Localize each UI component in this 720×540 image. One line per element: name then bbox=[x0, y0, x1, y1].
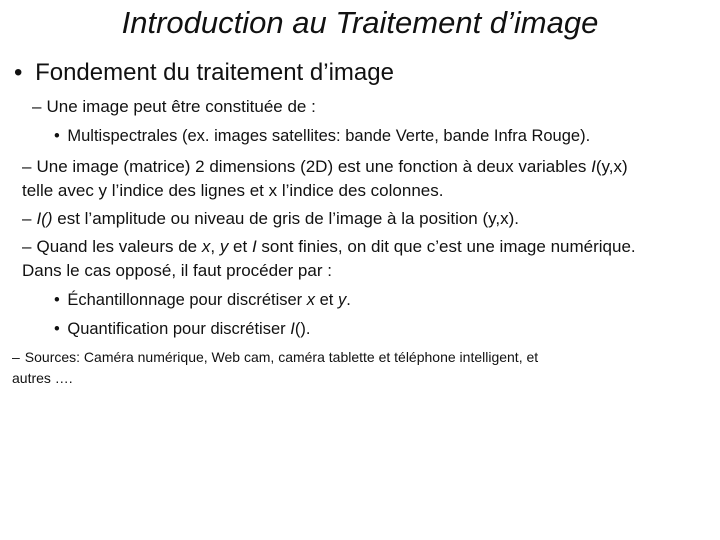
item-2-line2: telle avec y l’indice des lignes et x l’indice des colonnes. bbox=[22, 181, 444, 200]
item-4b-text: Quantification pour discrétiser bbox=[67, 320, 291, 338]
item-4a-dot: . bbox=[346, 291, 351, 309]
bullet-icon: • bbox=[54, 127, 60, 145]
variable-y: y bbox=[337, 291, 347, 309]
item-4a-text: Échantillonnage pour discrétiser bbox=[67, 291, 307, 309]
item-4-et: et bbox=[228, 237, 252, 256]
item-4-line2: Dans le cas opposé, il faut procéder par : bbox=[22, 261, 332, 280]
dash-icon: – bbox=[32, 97, 42, 116]
item-4a-et: et bbox=[315, 291, 338, 309]
item-4b bbox=[54, 317, 310, 341]
item-4b-text-end: (). bbox=[294, 320, 311, 338]
item-4-line1 bbox=[22, 235, 636, 259]
bullet-icon: • bbox=[54, 320, 60, 338]
variable-I: I bbox=[290, 320, 295, 338]
bullet-icon: • bbox=[14, 59, 23, 86]
item-3-text: est l’amplitude ou niveau de gris de l’image à la position (y,x). bbox=[52, 209, 519, 228]
dash-icon: – bbox=[22, 237, 32, 256]
item-4-text: Quand les valeurs de bbox=[36, 237, 202, 256]
item-2-line1 bbox=[22, 155, 628, 179]
item-2-text: Une image (matrice) 2 dimensions (2D) est une fonction à deux variables bbox=[36, 157, 592, 176]
bullet-icon: • bbox=[54, 291, 60, 309]
item-1a bbox=[54, 124, 590, 148]
item-3 bbox=[22, 207, 519, 231]
dash-icon: – bbox=[22, 157, 32, 176]
item-4a bbox=[54, 288, 351, 312]
dash-icon: – bbox=[12, 349, 20, 365]
variable-I: I bbox=[251, 237, 257, 256]
dash-icon: – bbox=[22, 209, 32, 228]
level1-heading bbox=[14, 58, 394, 88]
item-1 bbox=[32, 95, 316, 119]
variable-x: x bbox=[306, 291, 316, 309]
item-5-line1 bbox=[12, 347, 538, 367]
item-4-text-end: sont finies, on dit que c’est une image numérique. bbox=[256, 237, 636, 256]
slide-title: Introduction au Traitement d’image bbox=[121, 5, 599, 40]
level1-text: Fondement du traitement d’image bbox=[35, 59, 394, 86]
variable-I: I bbox=[591, 157, 596, 176]
variable-y: y bbox=[219, 237, 229, 256]
variable-I-func: I() bbox=[36, 209, 53, 228]
variable-x: x bbox=[201, 237, 211, 256]
item-5-line2: autres …. bbox=[12, 370, 73, 386]
item-1-text: Une image peut être constituée de : bbox=[46, 97, 316, 116]
item-2-text-end: (y,x) bbox=[595, 157, 628, 176]
item-4-comma: , bbox=[210, 237, 220, 256]
item-5-text: Sources: Caméra numérique, Web cam, caméra tablette et téléphone intelligent, et bbox=[24, 349, 539, 365]
item-1a-text: Multispectrales (ex. images satellites: bande Verte, bande Infra Rouge). bbox=[67, 127, 591, 145]
